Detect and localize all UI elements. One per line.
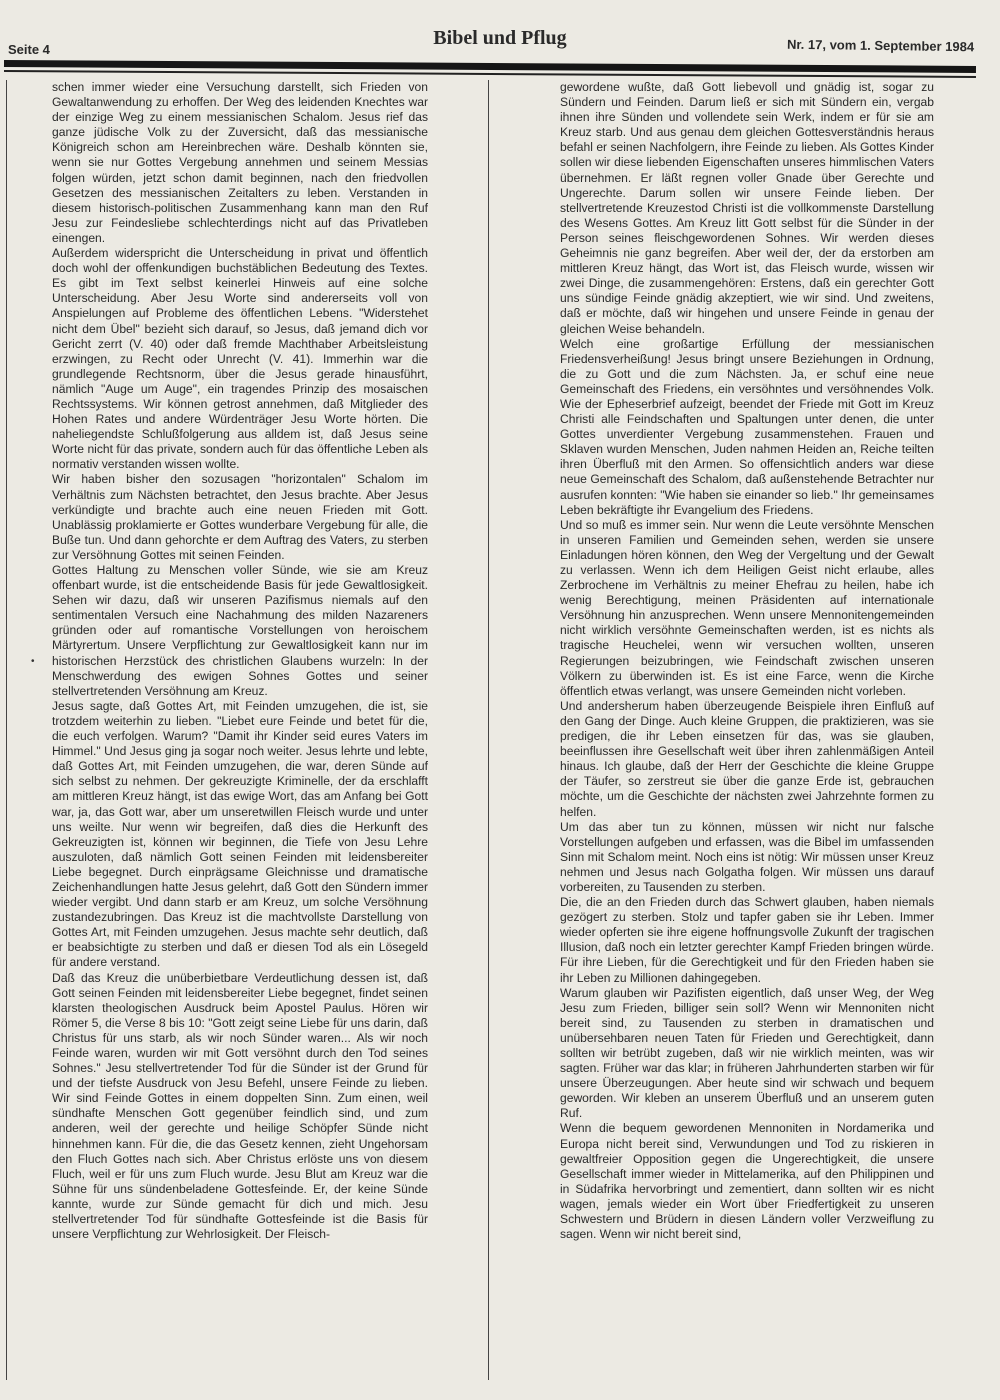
paragraph: Jesus sagte, daß Gottes Art, mit Feinden umzugehen, die ist, sie trotzdem weiterhin zu lieben. "Liebet eure Feinde und betet für die, die euch verfolgen. Warum? "Damit ihr Kinder seid eures Vaters im Himmel." Und Jesus ging ja sogar noch weiter. Jesus lehrte und lebte, daß Gottes Art, mit Feinden umzugehen, die war, deren Sünde auf sich selbst zu nehmen. Der gekreuzigte Kriminelle, der da erschlafft am mittleren Kreuz hängt, ist das ewige Wort, das am Anfang bei Gott war, ja, das Gott war, aber um unseretwillen Fleisch wurde und unter uns weilte. Nur wenn wir begreifen, daß dies die Herkunft des Gekreuzigten ist, können wir beginnen, die Tiefe von Jesu Lehre auszuloten, daß nämlich Gott seinen Feinden mit leidensbereiter Liebe begegnet. Durch einprägsame Gleichnisse und dramatische Zeichenhandlungen hatte Jesus gelehrt, daß Gott den Sündern immer wieder vergibt. Und dann starb er am Kreuz, um solche Versöhnung zustandezubringen. Das Kreuz ist die machtvollste Darstellung von Gottes Art, mit Feinden umzugehen. Jesus machte sehr deutlich, daß er beabsichtigte zu sterben und daß er diesen Tod als ein Lösegeld für andere verstand.	[52, 698, 428, 970]
right-column	[560, 80, 934, 1362]
paragraph: Und andersherum haben überzeugende Beispiele ihren Einfluß auf den Gang der Dinge. Auch kleine Gruppen, die praktizieren, was sie predigen, die ihr Leben einsetzen für das, was sie glauben, beeinflussen ihre Gesellschaft weit über ihren zahlenmäßigen Anteil hinaus. Ich glaube, daß der Herr der Geschichte die kleine Gruppe der Täufer, so zerstreut sie über die ganze Erde ist, gebrauchen möchte, um die Geschichte der nächsten zwei Jahrzehnte formen zu helfen.	[560, 698, 934, 819]
paragraph: Gottes Haltung zu Menschen voller Sünde, wie sie am Kreuz offenbart wurde, ist die entscheidende Basis für jede Gewaltlosigkeit. Sehen wir dazu, daß wir unseren Pazifismus niemals auf den sentimentalen Versuch eine Nachahmung des milden Nazareners gründen oder auf romantische Vorstellungen von heroischem Märtyrertum. Unsere Verpflichtung zur Gewaltlosigkeit kann nur im historischen Herzstück des christlichen Glaubens wurzeln: In der Menschwerdung des ewigen Sohnes Gottes und seiner stellvertretenden Versöhnung am Kreuz.	[52, 563, 428, 698]
paragraph: Daß das Kreuz die unüberbietbare Verdeutlichung dessen ist, daß Gott seinen Feinden mit leidensbereiter Liebe begegnet, findet seinen klarsten theologischen Ausdruck beim Apostel Paulus. Hören wir Römer 5, die Verse 8 bis 10: "Gott zeigt seine Liebe für uns darin, daß Christus für uns starb, als wir noch Sünder waren... Als wir noch Feinde waren, wurden wir mit Gott versöhnt durch den Tod seines Sohnes." Jesu stellvertretender Tod für die Sünder ist der Grund für und der tiefste Ausdruck von Jesu Befehl, unsere Feinde zu lieben. Wir sind Feinde Gottes in einem doppelten Sinn. Zum einen, weil sündhafte Menschen Gott gegenüber feindlich sind, und zum anderen, weil der gerechte und heilige Schöpfer Sünde nicht hinnehmen kann. Für die, die das Gesetz kennen, zieht Ungehorsam den Fluch Gottes nach sich. Aber Christus erlöste uns von diesem Fluch, weil er für uns zum Fluch wurde. Jesu Blut am Kreuz war die Sühne für uns sündenbeladene Gottesfeinde. Er, der keine Sünde kannte, wurde zur Sünde gemacht für dich und mich. Jesu stellvertretender Tod für sündhafte Gottesfeinde ist die Basis für unsere Verpflichtung zur Wehrlosigkeit. Der Fleisch-	[52, 970, 428, 1242]
issue-date: Nr. 17, vom 1. September 1984	[786, 36, 975, 55]
paragraph: Außerdem widerspricht die Unterscheidung in privat und öffentlich doch wohl der offenkundigen buchstäblichen Bedeutung des Textes. Es gibt im Text selbst keinerlei Hinweis auf eine solche Unterscheidung. Aber Jesu Worte sind andererseits voll von Anspielungen auf Probleme des öffentlichen Lebens. "Widerstehet nicht dem Übel" bezieht sich darauf, so Jesus, daß jemand dich vor Gericht zerrt (V. 40) oder daß fremde Machthaber Arbeitsleistung erzwingen, zu Recht oder Unrecht (V. 41). Immerhin war die grundlegende Rechtsnorm, über die Jesus gerade hinausführt, nämlich "Auge um Auge", ein tragendes Prinzip des mosaischen Rechtssystems. Wir können getrost annehmen, daß Mitglieder des Hohen Rates und andere Würdenträger Jesu Worte hörten. Die naheliegendste Schlußfolgerung aus alldem ist, daß Jesus seine Worte nicht für das private, sondern auch für das öffentliche Leben als normativ verstanden wissen wollte.	[52, 246, 428, 472]
paragraph: Wenn die bequem gewordenen Mennoniten in Nordamerika und Europa nicht bereit sind, Verwundungen und Tod zu riskieren in gewaltfreier Opposition gegen die Ungerechtigkeit, die unsere Gesellschaft immer wieder in Mittelamerika, auf den Philippinen und in Südafrika hervorbringt und zementiert, dann sollten wir es nicht wagen, jemals wieder ein Wort über Friedfertigkeit zu unseren Schwestern und Brüdern in diesen Ländern voller Verzweiflung zu sagen. Wenn wir nicht bereit sind,	[560, 1121, 934, 1242]
publication-title: Bibel und Pflug	[433, 27, 567, 49]
paragraph: Um das aber tun zu können, müssen wir nicht nur falsche Vorstellungen aufgeben und erfassen, was die Bibel im umfassenden Sinn mit Schalom meint. Noch eins ist nötig: Wir müssen unser Kreuz nehmen und Jesus nach Golgatha folgen. Wir müssen uns darauf vorbereiten, zu Tausenden zu sterben.	[560, 819, 934, 894]
paragraph: Welch eine großartige Erfüllung der messianischen Friedensverheißung! Jesus bringt unsere Beziehungen in Ordnung, die zu Gott und die zum Nächsten. Ja, er schuf eine neue Gemeinschaft des Friedens, ein versöhntes und versöhnendes Volk. Wie der Epheserbrief aufzeigt, beendet der Friede mit Gott im Kreuz Christi alle Feindschaften und Spaltungen unter denen, die unter Gottes unverdienter Vergebung zusammenstehen. Frauen und Sklaven wurden Menschen, Juden nahmen Heiden an, Reiche teilten ihren Überfluß mit den Armen. So offensichtlich anders war diese neue Gemeinschaft des Schalom, daß außenstehende Betrachter nur ausrufen konnten: "Wie haben sie einander so lieb." Ihr gemeinsames Leben bekräftigte ihr Evangelium des Friedens.	[560, 336, 934, 517]
margin-mark: •	[31, 656, 35, 667]
page-header	[0, 0, 1000, 80]
column-divider-rule	[488, 80, 489, 1380]
paragraph: Die, die an den Frieden durch das Schwert glauben, haben niemals gezögert zu sterben. Stolz und tapfer gaben sie ihr Leben. Immer wieder opferten sie ihre eigene hoffnungsvolle Zukunft der tragischen Illusion, daß noch ein letzter gerechter Kampf Frieden bringen würde. Für ihre Lieben, für die Gerechtigkeit und für den Frieden haben sie ihr Leben zu Millionen dahingegeben.	[560, 895, 934, 985]
paragraph: Wir haben bisher den sozusagen "horizontalen" Schalom im Verhältnis zum Nächsten betrachtet, den Jesus brachte. Aber Jesus verkündigte und brachte auch eine neuen Frieden mit Gott. Unablässig proklamierte er Gottes wunderbare Vergebung für alle, die Buße tun. Und dann gehorchte er dem Auftrag des Vaters, zu sterben zur Versöhnung Gottes mit seinen Feinden.	[52, 472, 428, 562]
paragraph: Und so muß es immer sein. Nur wenn die Leute versöhnte Menschen in unseren Familien und Gemeinden sehen, werden sie unsere Einladungen hören können, den Weg der Vergeltung und der Gewalt zu verlassen. Wenn ich dem Heiligen Geist nicht erlaube, alles Zerbrochene im Verhältnis zu meiner Ehefrau zu heilen, habe ich wenig Berechtigung, meinen Präsidenten auf internationale Versöhnung hin anzusprechen. Wenn unsere Mennonitengemeinden nicht wirklich versöhnte Gemeinschaften werden, ist es nichts als tragische Heuchelei, wenn wir versuchen wollten, unseren Regierungen beizubringen, wie Feindschaft zwischen unseren Völkern zu überwinden ist. Es ist eine Farce, wenn die Kirche öffentlich etwas verlangt, was unsere Gemeinden nicht vorleben.	[560, 517, 934, 698]
paragraph: Warum glauben wir Pazifisten eigentlich, daß unser Weg, der Weg Jesu zum Frieden, billiger sein soll? Wenn wir Mennoniten nicht bereit sind, zu Tausenden zu sterben in dramatischen und unübersehbaren neuen Taten für Frieden und Gerechtigkeit, dann sollten wir betrübt zugeben, daß wir nie wirklich meinten, was wir sagten. Früher war das klar; in früheren Jahrhunderten starben wir für unsere Überzeugungen. Aber heute sind wir schwach und bequem geworden. Wir kleben an unserem Überfluß und an unserem guten Ruf.	[560, 985, 934, 1121]
page-number: Seite 4	[8, 42, 50, 57]
paragraph: gewordene wußte, daß Gott liebevoll und gnädig ist, sogar zu Sündern und Feinden. Darum ließ er sich mit Sündern ein, vergab ihnen ihre Sünden und vollendete sein Werk, indem er für sie am Kreuz starb. Und aus genau dem gleichen Gottesverständnis heraus befahl er seinen Nachfolgern, ihre Feinde zu lieben. Als Gottes Kinder sollen wir diese liebenden Eigenschaften unseres himmlischen Vaters übernehmen. Er läßt regnen voller Gnade über Gerechte und Ungerechte. Darum sollen wir unsere Feinde lieben. Der stellvertretende Kreuzestod Christi ist die vollkommenste Darstellung des Wesens Gottes. Am Kreuz litt Gott selbst für die Sünder in der Person seines fleischgewordenen Sohnes. Wir werden dieses Geheimnis nie ganz begreifen. Aber weil der, der da erstorben am mittleren Kreuz hängt, das Wort ist, das Fleisch wurde, wissen wir zwei Dinge, die zusammengehören: Erstens, daß ein gerechter Gott uns sündige Feinde gnädig akzeptiert, wie wir sind. Und zweitens, daß er möchte, daß wir hingehen und unsere Feinde in genau der gleichen Weise behandeln.	[560, 80, 934, 336]
paragraph: schen immer wieder eine Versuchung darstellt, sich Frieden von Gewaltanwendung zu erhoffen. Der Weg des leidenden Knechtes war der einzige Weg zu einem messianischen Schalom. Jesus rief das ganze jüdische Volk zu der Zuversicht, daß das messianische Königreich schon am Hereinbrechen wäre. Deshalb könnten sie, wenn sie nur Gottes Vergebung annehmen und seinem Messias folgen würden, jetzt schon damit beginnen, nach den friedvollen Gesetzen des messianischen Zeitalters zu leben. Verstanden in diesem historisch-politischen Zusammenhang kann man den Ruf Jesu zur Feindesliebe schlechterdings nicht auf das Privatleben einengen.	[52, 80, 428, 245]
left-margin-rule	[6, 80, 7, 1380]
left-column	[52, 80, 428, 1342]
